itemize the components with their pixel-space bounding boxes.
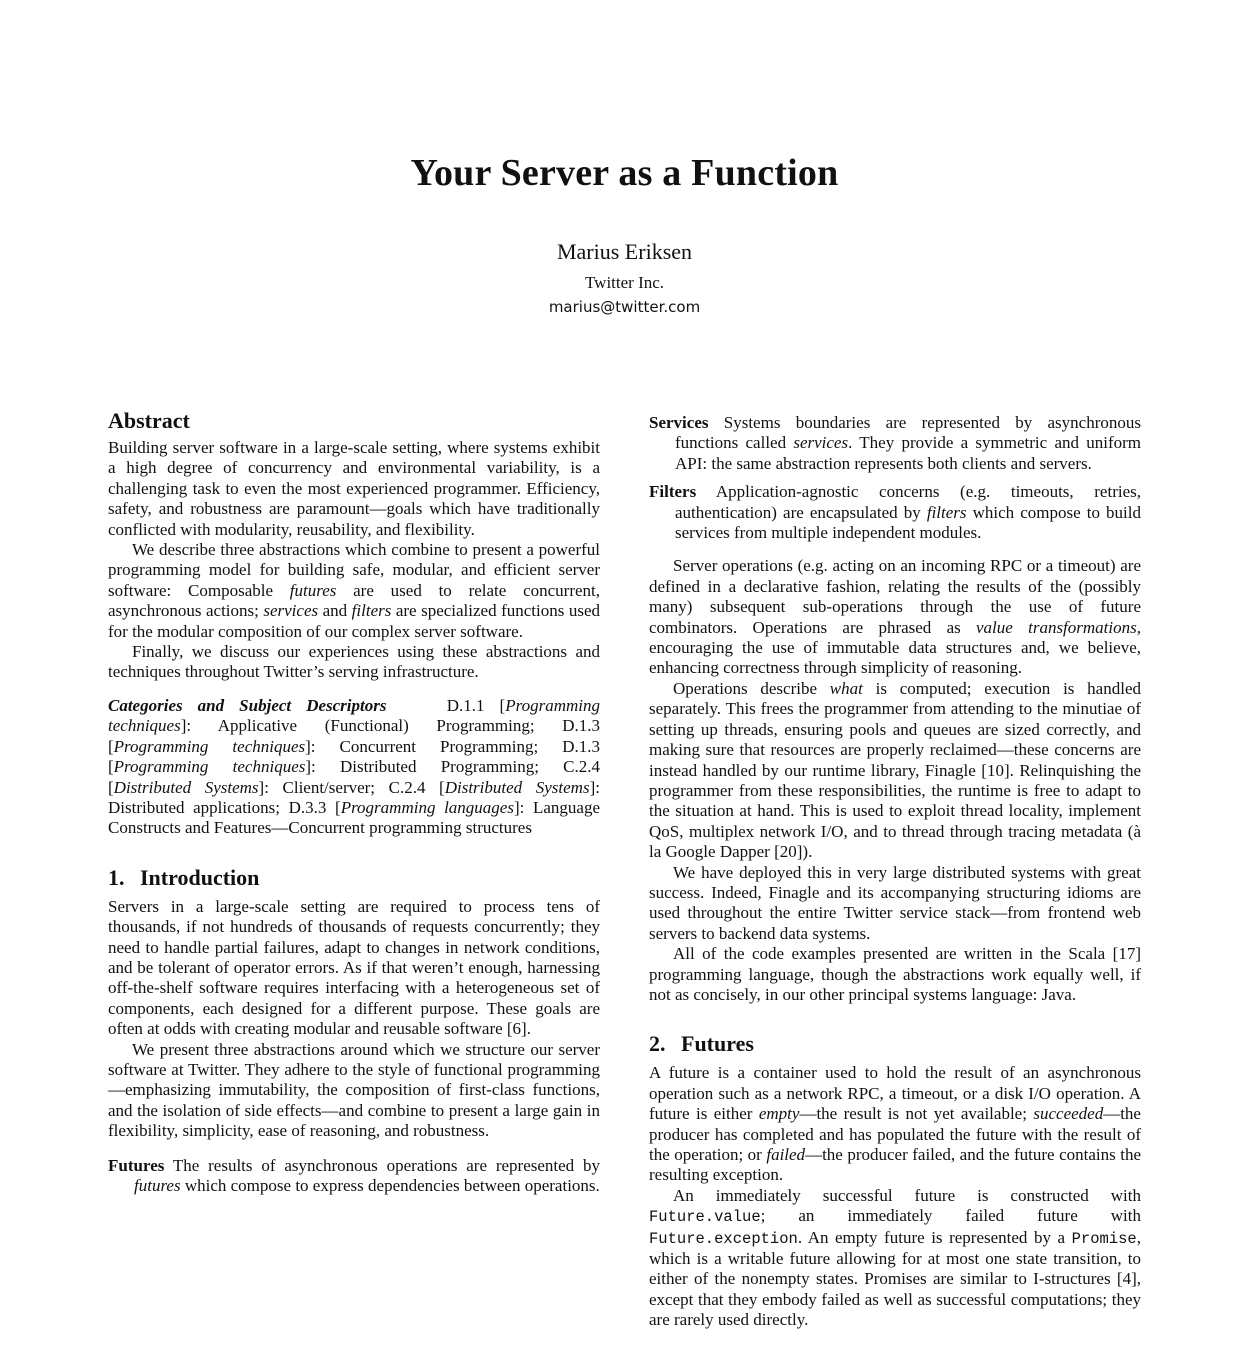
filters-definition: Filters Application-agnostic concerns (e.g. timeouts, retries, authentication) are encapsulated by filters which compose to build services from multiple independent modules. (649, 482, 1141, 543)
services-term: Services (649, 413, 709, 432)
ccs-label: Categories and Subject Descriptors (108, 695, 387, 715)
code-promise: Promise (1071, 1229, 1137, 1248)
ccs-descriptors: Categories and Subject Descriptors D.1.1 [Programming techniques]: Applicative (Functional) Programming; D.1.3 [Programming techniques]: Concurrent Programming; D.1.3 [Programming techniques]: Distributed Programming; C.2.4 [Distributed Systems]: Client/server; C.2.4 [Distributed Systems]: Distributed applications; D.3.3 [Programming languages]: Language Constructs and Features—Concurrent programming structures (108, 695, 600, 838)
author-block (0, 238, 1249, 317)
futures-definition: Futures The results of asynchronous operations are represented by futures which compose to express dependencies between operations. (108, 1155, 600, 1195)
body-paragraph-2: Operations describe what is computed; execution is handled separately. This frees the programmer from attending to the minutiae of setting up threads, ensuring pools and queues are sized correctly, and making sure that resources are properly reclaimed—these concerns are instead handled by our runtime library, Finagle [10]. Relinquishing the programmer from these responsibilities, the runtime is free to adapt to the situation at hand. This is used to exploit thread locality, implement QoS, multiplex network I/O, and to thread through tracing metadata (à la Google Dapper [20]). (649, 678, 1141, 862)
right-column (649, 404, 1141, 1331)
services-definition: Services Systems boundaries are represented by asynchronous functions called services. They provide a symmetric and uniform API: the same abstraction represents both clients and servers. (649, 413, 1141, 473)
author-affiliation: Twitter Inc. (584, 273, 665, 292)
futures-term: Futures (108, 1155, 165, 1175)
abstract-paragraph-1: Building server software in a large-scale setting, where systems exhibit a high degree of concurrency and environmental variability, is a challenging task to even the most experienced programmer. Efficiency, safety, and robustness are paramount—goals which have traditionally conflicted with modularity, reusability, and flexibility. (108, 438, 600, 539)
introduction-paragraph-2: We present three abstractions around which we structure our server software at Twitter. They adhere to the style of functional programming—emphasizing immutability, the composition of first-class functions, and the isolation of side effects—and combine to present a large gain in flexibility, simplicity, ease of reasoning, and robustness. (108, 1039, 600, 1141)
introduction-number: 1. (108, 864, 125, 890)
futures-paragraph-1: A future is a container used to hold the result of an asynchronous operation such as a network RPC, a timeout, or a disk I/O operation. A future is either empty—the result is not yet available; succeeded—the producer has completed and has populated the future with the result of the operation; or failed—the producer failed, and the future contains the resulting exception. (649, 1063, 1141, 1185)
body-paragraph-3: We have deployed this in very large distributed systems with great success. Indeed, Finagle and its accompanying structuring idioms are used throughout the entire Twitter service stack—from frontend web servers to backend data systems. (649, 862, 1141, 943)
code-future-exception: Future.exception (649, 1229, 798, 1248)
body-paragraph-4: All of the code examples presented are written in the Scala [17] programming language, though the abstractions work equally well, if not as concisely, in our other principal systems language: Java. (649, 944, 1141, 1004)
left-column (108, 404, 600, 1196)
futures-section-number: 2. (649, 1031, 666, 1057)
introduction-paragraph-1: Servers in a large-scale setting are required to process tens of thousands, if not hundreds of thousands of requests concurrently; they need to handle partial failures, adapt to changes in network conditions, and be tolerant of operator errors. As if that weren’t enough, harnessing off-the-shelf software requires interfacing with a heterogeneous set of components, each designed for a different purpose. These goals are often at odds with creating modular and reusable software [6]. (108, 896, 600, 1039)
author-email[interactable]: marius@twitter.com (548, 298, 701, 316)
abstract-paragraph-3: Finally, we discuss our experiences using these abstractions and techniques throughout Twitter’s serving infrastructure. (108, 642, 600, 682)
paper-title: Your Server as a Function (410, 152, 839, 194)
introduction-heading: 1. Introduction (108, 864, 260, 890)
abstract-heading: Abstract (108, 408, 190, 433)
body-paragraph-1: Server operations (e.g. acting on an incoming RPC or a timeout) are defined in a declarative fashion, relating the results of the (possibly many) subsequent sub-operations through the use of future combinators. Operations are phrased as value transformations, encouraging the use of immutable data structures and, we believe, enhancing correctness through simplicity of reasoning. (649, 556, 1141, 678)
author-name: Marius Eriksen (556, 239, 693, 264)
futures-paragraph-2: An immediately successful future is constructed with Future.value; an immediately failed future with Future.exception. An empty future is represented by a Promise, which is a writable future allowing for at most one state transition, to either of the nonempty states. Promises are similar to I-structures [4], except that they embody failed as well as successful computations; they are rarely used directly. (649, 1185, 1141, 1330)
filters-term: Filters (649, 482, 697, 502)
futures-section-heading: 2. Futures (649, 1031, 754, 1057)
code-future-value: Future.value (649, 1208, 761, 1227)
abstract-paragraph-2: We describe three abstractions which combine to present a powerful programming model for building safe, modular, and efficient server software: Composable futures are used to relate concurrent, asynchronous actions; services and filters are specialized functions used for the modular composition of our complex server software. (108, 540, 601, 641)
